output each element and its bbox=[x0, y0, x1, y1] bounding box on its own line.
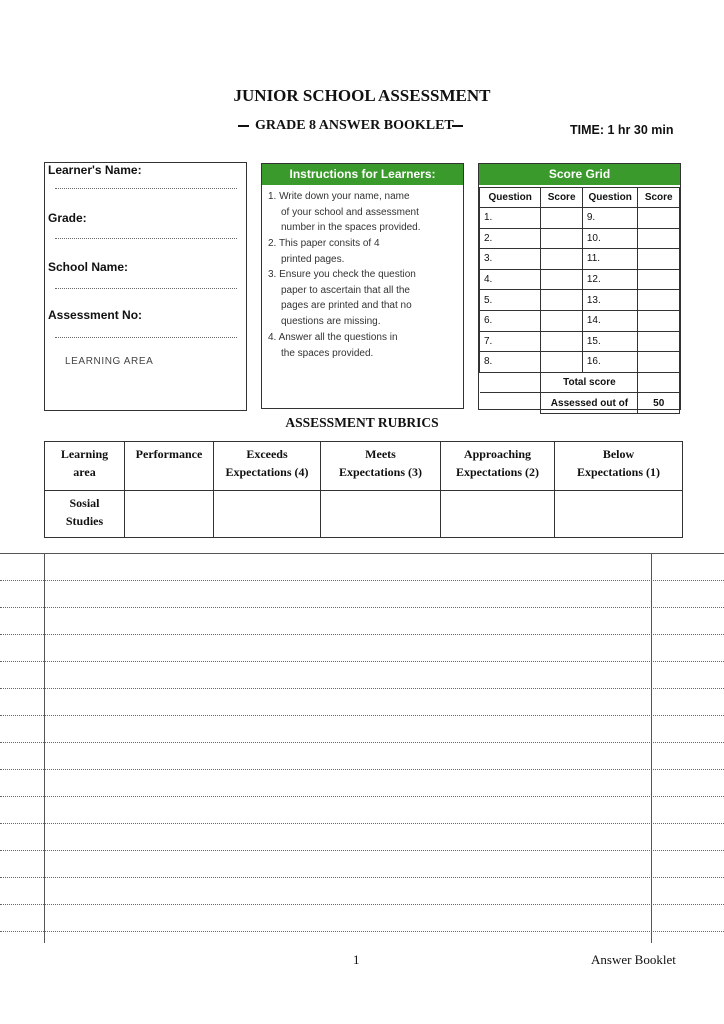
question-number: 15. bbox=[582, 331, 638, 352]
answer-line bbox=[0, 850, 724, 851]
rubric-performance-cell[interactable] bbox=[125, 491, 214, 538]
instruction-text: printed pages. bbox=[281, 253, 345, 265]
score-cell[interactable] bbox=[638, 208, 680, 229]
subtitle-text: GRADE 8 ANSWER BOOKLET bbox=[255, 118, 454, 133]
dash-right bbox=[452, 125, 463, 127]
question-number: 4. bbox=[480, 269, 541, 290]
answer-line bbox=[0, 931, 724, 932]
score-cell[interactable] bbox=[541, 208, 583, 229]
instruction-text: of your school and assessment bbox=[281, 206, 419, 218]
instruction-text: 2. This paper consits of 4 bbox=[268, 238, 380, 249]
assessment-no-label: Assessment No: bbox=[48, 308, 143, 322]
booklet-subtitle bbox=[238, 118, 463, 134]
score-cell[interactable] bbox=[541, 331, 583, 352]
question-number: 10. bbox=[582, 228, 638, 249]
question-number: 1. bbox=[480, 208, 541, 229]
question-number: 8. bbox=[480, 352, 541, 373]
assessment-no-field[interactable] bbox=[55, 337, 237, 338]
table-row bbox=[480, 208, 680, 229]
answer-line bbox=[0, 877, 724, 878]
header-text: Below bbox=[602, 447, 635, 461]
rubric-header-approaching bbox=[441, 442, 555, 491]
rubrics-title: ASSESSMENT RUBRICS bbox=[285, 415, 439, 430]
score-cell[interactable] bbox=[638, 352, 680, 373]
total-score-label: Total score bbox=[541, 372, 638, 393]
question-number: 12. bbox=[582, 269, 638, 290]
rubric-exceeds-cell[interactable] bbox=[214, 491, 321, 538]
answer-line bbox=[0, 823, 724, 824]
answer-line bbox=[0, 769, 724, 770]
answer-line bbox=[0, 634, 724, 635]
school-name-label: School Name: bbox=[48, 260, 129, 274]
header-text: Expectations (2) bbox=[456, 465, 539, 479]
answer-line bbox=[0, 904, 724, 905]
score-cell[interactable] bbox=[638, 269, 680, 290]
page-title: JUNIOR SCHOOL ASSESSMENT bbox=[233, 86, 491, 105]
table-row bbox=[480, 310, 680, 331]
answer-margin-left bbox=[44, 553, 45, 943]
question-number: 6. bbox=[480, 310, 541, 331]
score-cell[interactable] bbox=[541, 269, 583, 290]
score-grid-table bbox=[479, 187, 680, 414]
instructions-heading: Instructions for Learners: bbox=[262, 164, 463, 185]
grade-field[interactable] bbox=[55, 238, 237, 239]
answer-line bbox=[0, 715, 724, 716]
rubric-header-below bbox=[555, 442, 683, 491]
table-row bbox=[480, 228, 680, 249]
question-number: 16. bbox=[582, 352, 638, 373]
instruction-item bbox=[268, 236, 380, 267]
spacer-cell bbox=[480, 393, 541, 414]
rubric-header-meets bbox=[321, 442, 441, 491]
rubric-subject-row bbox=[45, 491, 683, 538]
page-number: 1 bbox=[353, 952, 360, 967]
learner-name-label: Learner's Name: bbox=[48, 163, 142, 177]
column-header: Question bbox=[480, 188, 541, 208]
table-row bbox=[480, 331, 680, 352]
instruction-text: pages are printed and that no bbox=[281, 300, 412, 312]
assessed-out-of-label: Assessed out of bbox=[541, 393, 638, 414]
rubric-header-performance bbox=[125, 442, 214, 491]
dash-left bbox=[238, 125, 249, 127]
assessed-out-of-value: 50 bbox=[638, 393, 680, 414]
table-row bbox=[480, 290, 680, 311]
instruction-text: number in the spaces provided. bbox=[281, 222, 421, 234]
score-cell[interactable] bbox=[638, 310, 680, 331]
rubric-approaching-cell[interactable] bbox=[441, 491, 555, 538]
table-row bbox=[480, 249, 680, 270]
score-cell[interactable] bbox=[541, 352, 583, 373]
learner-details-box bbox=[44, 162, 247, 411]
header-text: Approaching bbox=[463, 447, 532, 461]
question-number: 3. bbox=[480, 249, 541, 270]
answer-line bbox=[0, 796, 724, 797]
time-label: TIME: 1 hr 30 min bbox=[570, 123, 674, 137]
header-text: Learning bbox=[60, 447, 109, 461]
score-cell[interactable] bbox=[541, 249, 583, 270]
instruction-text: 1. Write down your name, name bbox=[268, 191, 410, 202]
instruction-item bbox=[268, 267, 416, 329]
table-row bbox=[480, 352, 680, 373]
question-number: 5. bbox=[480, 290, 541, 311]
spacer-cell bbox=[480, 372, 541, 393]
score-cell[interactable] bbox=[541, 228, 583, 249]
grade-label: Grade: bbox=[48, 211, 87, 225]
header-text: Expectations (4) bbox=[225, 465, 309, 479]
score-cell[interactable] bbox=[541, 310, 583, 331]
column-header: Score bbox=[638, 188, 680, 208]
rubric-header-exceeds bbox=[214, 442, 321, 491]
total-score-cell[interactable] bbox=[638, 372, 680, 393]
assessed-out-of-row bbox=[480, 393, 680, 414]
answer-lines-area[interactable] bbox=[0, 553, 724, 943]
score-cell[interactable] bbox=[638, 290, 680, 311]
answer-line bbox=[0, 607, 724, 608]
score-grid-heading: Score Grid bbox=[479, 164, 680, 185]
header-text: Expectations (3) bbox=[339, 465, 422, 479]
instruction-text: 4. Answer all the questions in bbox=[268, 332, 398, 343]
score-cell[interactable] bbox=[638, 249, 680, 270]
instructions-box bbox=[261, 163, 464, 409]
answer-line bbox=[0, 688, 724, 689]
answer-margin-right bbox=[651, 553, 652, 943]
header-text: Exceeds bbox=[246, 447, 288, 461]
instruction-text: paper to ascertain that all the bbox=[281, 284, 410, 296]
rubric-header-row bbox=[45, 442, 683, 491]
header-text: Meets bbox=[365, 447, 396, 461]
rubric-table bbox=[44, 441, 683, 538]
score-grid-header-row bbox=[480, 188, 680, 208]
question-number: 11. bbox=[582, 249, 638, 270]
school-name-field[interactable] bbox=[55, 288, 237, 289]
answer-line bbox=[0, 742, 724, 743]
learning-area-label: LEARNING AREA bbox=[65, 356, 154, 367]
score-cell[interactable] bbox=[638, 331, 680, 352]
rubric-meets-cell[interactable] bbox=[321, 491, 441, 538]
rubric-below-cell[interactable] bbox=[555, 491, 683, 538]
score-cell[interactable] bbox=[541, 290, 583, 311]
column-header: Score bbox=[541, 188, 583, 208]
column-header: Question bbox=[582, 188, 638, 208]
question-number: 9. bbox=[582, 208, 638, 229]
subject-text: Sosial bbox=[69, 496, 100, 510]
question-number: 7. bbox=[480, 331, 541, 352]
learner-name-field[interactable] bbox=[55, 188, 237, 189]
instruction-text: 3. Ensure you check the question bbox=[268, 269, 416, 280]
instruction-text: the spaces provided. bbox=[281, 347, 374, 359]
rubric-subject-cell bbox=[45, 491, 125, 538]
header-text: Expectations (1) bbox=[577, 465, 660, 479]
footer-label: Answer Booklet bbox=[591, 952, 676, 967]
header-text: Performance bbox=[135, 447, 203, 461]
score-grid-box bbox=[478, 163, 681, 410]
header-text: area bbox=[73, 465, 96, 479]
question-number: 14. bbox=[582, 310, 638, 331]
answer-line bbox=[0, 661, 724, 662]
answer-top-border bbox=[0, 553, 724, 554]
question-number: 2. bbox=[480, 228, 541, 249]
table-row bbox=[480, 269, 680, 290]
instruction-item bbox=[268, 330, 398, 361]
score-cell[interactable] bbox=[638, 228, 680, 249]
instruction-item bbox=[268, 189, 421, 236]
answer-line bbox=[0, 580, 724, 581]
instruction-text: questions are missing. bbox=[281, 315, 381, 327]
total-score-row bbox=[480, 372, 680, 393]
rubric-header-learning-area bbox=[45, 442, 125, 491]
subject-text: Studies bbox=[65, 514, 104, 528]
question-number: 13. bbox=[582, 290, 638, 311]
